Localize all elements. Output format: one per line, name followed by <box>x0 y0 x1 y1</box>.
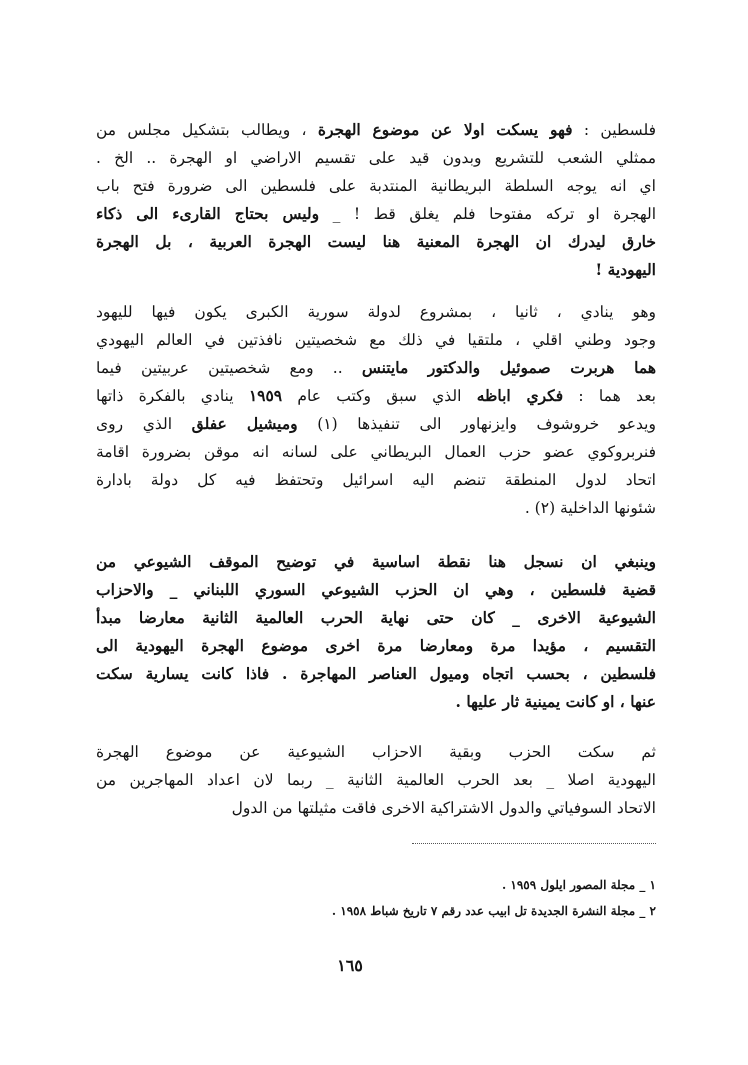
text-line <box>96 172 656 200</box>
bold-text-run: خارق ليدرك ان الهجرة المعنية هنا ليست الهجرة العربية ، بل الهجرة <box>96 232 656 251</box>
bold-text-run: اليهودية ! <box>595 260 656 279</box>
bold-text-run: وليس بحتاج القارىء الى ذكاء <box>96 204 320 223</box>
paragraph-2 <box>96 298 656 522</box>
text-line <box>96 228 656 256</box>
footnote-separator <box>412 843 656 844</box>
text-line <box>96 660 656 688</box>
paragraph-4 <box>96 738 656 822</box>
bold-text-run: فلسطين ، بحسب اتجاه وميول العناصر المهاجرة . فاذا كانت يسارية سكت <box>96 664 656 683</box>
text-run: وهو ينادي ، ثانيا ، بمشروع لدولة سورية الكبرى يكون فيها لليهود <box>96 303 656 321</box>
text-line <box>96 200 656 228</box>
text-run: الذي سبق وكتب عام <box>282 387 477 405</box>
text-run: فلسطين : <box>572 121 656 139</box>
text-run: .. ومع شخصيتين عربيتين فيما <box>96 359 362 377</box>
text-line <box>96 298 656 326</box>
text-run: الذي روى <box>96 415 192 433</box>
text-line <box>96 548 656 576</box>
text-line <box>96 794 656 822</box>
text-run: ممثلي الشعب للتشريع وبدون قيد على تقسيم الاراضي او الهجرة .. الخ . <box>96 149 656 167</box>
text-line <box>96 116 656 144</box>
bold-text-run: ١٩٥٩ <box>248 386 283 405</box>
text-line <box>96 144 656 172</box>
text-line <box>96 688 656 716</box>
paragraph-1 <box>96 116 656 284</box>
text-run: اتحاد لدول المنطقة تنضم اليه اسرائيل وتحتفظ فيه كل دولة بادارة <box>96 471 656 489</box>
text-run: فنربروكوي عضو حزب العمال البريطاني على لسانه انه موقن بضرورة اقامة <box>96 443 656 461</box>
text-run: بعد هما : <box>563 387 656 405</box>
paragraph-3 <box>96 548 656 716</box>
text-run: ينادي بالفكرة ذاتها <box>96 387 249 405</box>
text-run: الاتحاد السوفياتي والدول الاشتراكية الاخرى فاقت مثيلتها من الدول <box>231 799 656 817</box>
page-number: ١٦٥ <box>337 956 363 975</box>
bold-text-run: التقسيم ، مؤيدا مرة ومعارضا مرة اخرى موضوع الهجرة اليهودية الى <box>96 636 656 655</box>
bold-text-run: عنها ، او كانت يمينية ثار عليها . <box>455 692 656 711</box>
text-run: الهجرة او تركه مفتوحا فلم يغلق قط ! _ <box>319 205 656 223</box>
bold-text-run: الشيوعية الاخرى _ كان حتى نهاية الحرب العالمية الثانية معارضا مبدأ <box>96 608 656 627</box>
footnote-2: ٢ _ مجلة النشرة الجديدة تل ابيب عدد رقم ٧ تاريخ شباط ١٩٥٨ . <box>331 904 656 918</box>
footnotes <box>196 872 656 924</box>
text-run: ثم سكت الحزب وبقية الاحزاب الشيوعية عن موضوع الهجرة <box>96 743 656 761</box>
bold-text-run: فهو يسكت اولا عن موضوع الهجرة <box>317 120 573 139</box>
text-line <box>96 438 656 466</box>
bold-text-run: قضية فلسطين ، وهي ان الحزب الشيوعي السوري اللبناني _ والاحزاب <box>96 580 656 599</box>
text-line <box>96 632 656 660</box>
text-run: شئونها الداخلية (٢) . <box>524 499 656 517</box>
text-line <box>96 494 656 522</box>
text-run: ، ويطالب بتشكيل مجلس من <box>96 121 318 139</box>
text-line <box>96 766 656 794</box>
text-run: اي انه يوجه السلطة البريطانية المنتدبة على فلسطين الى ضرورة فتح باب <box>96 177 656 195</box>
text-run: وجود وطني اقلي ، ملتقيا في ذلك مع شخصيتين نافذتين في العالم اليهودي <box>96 331 656 349</box>
bold-text-run: وينبغي ان نسجل هنا نقطة اساسية في توضيح الموقف الشيوعي من <box>96 552 656 571</box>
text-line <box>96 604 656 632</box>
text-line <box>96 326 656 354</box>
bold-text-run: وميشيل عفلق <box>191 414 298 433</box>
bold-text-run: فكري اباظه <box>476 386 564 405</box>
text-run: اليهودية اصلا _ بعد الحرب العالمية الثانية _ ربما لان اعداد المهاجرين من <box>96 771 656 789</box>
text-line <box>96 354 656 382</box>
text-line <box>96 576 656 604</box>
text-line <box>96 256 656 284</box>
bold-text-run: هما هربرت صموئيل والدكتور مايتنس <box>361 358 656 377</box>
text-line <box>96 382 656 410</box>
text-line <box>96 410 656 438</box>
text-line <box>96 738 656 766</box>
text-run: ويدعو خروشوف وايزنهاور الى تنفيذها (١) <box>297 415 656 433</box>
footnote-1: ١ _ مجلة المصور ايلول ١٩٥٩ . <box>502 878 656 892</box>
text-line <box>96 466 656 494</box>
